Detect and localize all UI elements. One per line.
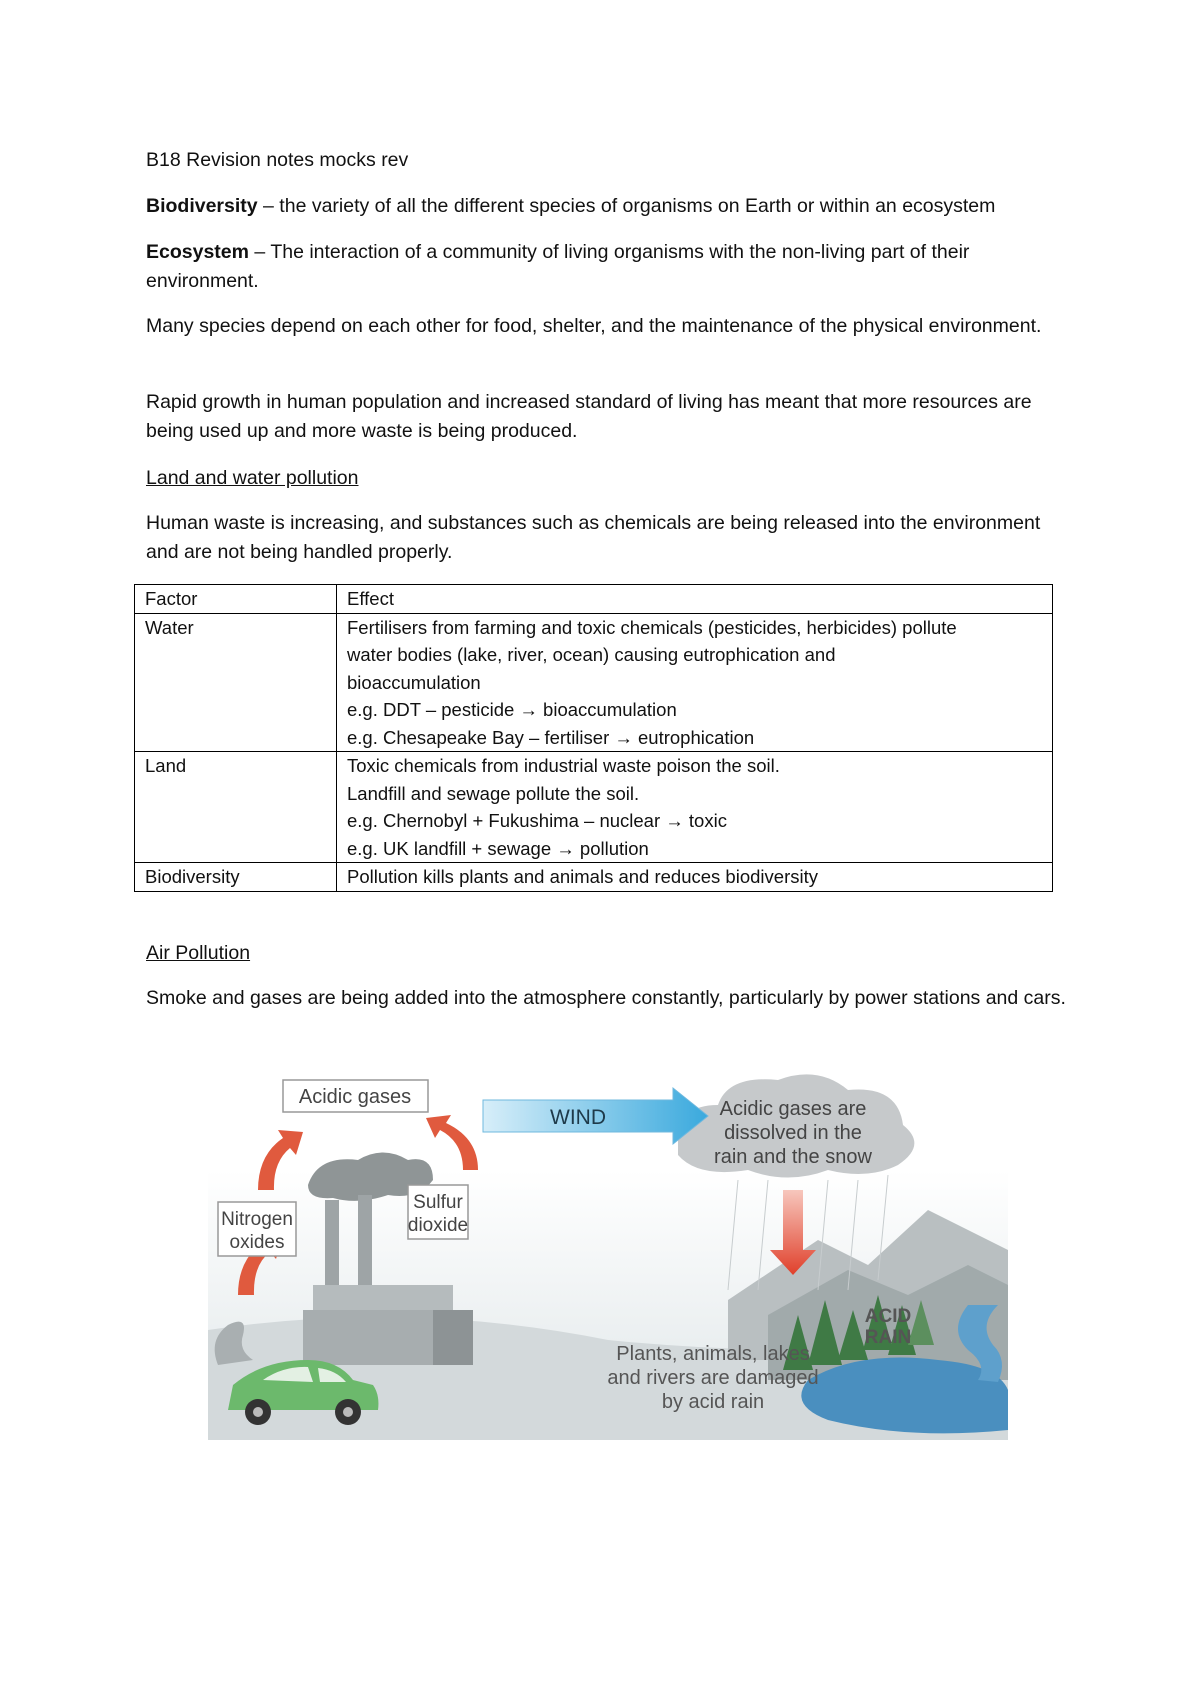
growth-paragraph: Rapid growth in human population and increased standard of living has meant that more resources are being used up and more waste is being produced. [146,391,1032,442]
sulfur-text-2: dioxide [407,1215,469,1236]
effect-line: e.g. Chesapeake Bay – fertiliser → eutrophication [347,726,755,748]
damage-text-1: Plants, animals, lakes [616,1343,810,1365]
effect-line: e.g. Chernobyl + Fukushima – nuclear → toxic [347,810,727,831]
car-hubcap [253,1407,263,1417]
document-header: B18 Revision notes mocks rev [146,149,409,171]
table-row [135,752,1053,863]
header-factor: Factor [135,585,337,614]
effect-cell [337,613,1053,752]
factory-side [433,1310,473,1365]
header-effect: Effect [337,585,1053,614]
acid-rain-text-1: ACID [864,1306,912,1327]
acid-rain-diagram [208,1060,1008,1440]
effect-line: Fertilisers from farming and toxic chemicals (pesticides, herbicides) pollute [347,616,957,638]
wind-label: WIND [550,1106,606,1129]
effect-line: e.g. DDT – pesticide → bioaccumulation [347,699,677,720]
effect-line: Pollution kills plants and animals and reduces biodiversity [347,866,818,887]
land-water-heading: Land and water pollution [146,467,359,489]
sulfur-text-1: Sulfur [413,1192,463,1213]
acid-rain-text-2: RAIN [864,1327,912,1348]
effect-line: water bodies (lake, river, ocean) causing eutrophication and [347,644,836,665]
effect-line: Toxic chemicals from industrial waste poison the soil. [347,755,780,776]
table-header-row [135,585,1053,614]
effect-line: Landfill and sewage pollute the soil. [347,782,640,804]
factor-cell: Biodiversity [135,863,337,892]
nitrogen-text-2: oxides [229,1232,285,1253]
table-row [135,613,1053,752]
nitrogen-text-1: Nitrogen [221,1209,293,1230]
cloud-text-2: dissolved in the [724,1122,862,1144]
car-hubcap [343,1407,353,1417]
factor-cell: Land [135,752,337,863]
cloud-text-3: rain and the snow [714,1146,872,1168]
waste-paragraph: Human waste is increasing, and substances such as chemicals are being released into the environment and are not being handled properly. [146,512,1041,563]
pollution-table [134,584,1053,892]
factor-cell: Water [135,613,337,752]
ecosystem-definition [146,238,1066,296]
cloud-text-1: Acidic gases are [719,1098,867,1120]
damage-text-3: by acid rain [661,1391,765,1413]
table-row [135,863,1053,892]
biodiversity-def-text: – the variety of all the different species of organisms on Earth or within an ecosystem [257,195,996,217]
species-paragraph: Many species depend on each other for food, shelter, and the maintenance of the physical environment. [146,315,1042,337]
up-arrow-right [426,1115,478,1170]
effect-cell [337,863,1053,892]
damage-text-2: and rivers are damaged [607,1367,819,1389]
effect-cell [337,752,1053,863]
air-pollution-heading: Air Pollution [146,942,251,964]
biodiversity-term: Biodiversity [146,195,258,217]
acidic-gases-label: Acidic gases [298,1086,412,1108]
effect-line: bioaccumulation [347,671,481,693]
biodiversity-definition [146,192,1066,221]
smoke-paragraph: Smoke and gases are being added into the atmosphere constantly, particularly by power stations and cars. [146,987,1066,1009]
ecosystem-term: Ecosystem [146,241,249,263]
effect-line: e.g. UK landfill + sewage → pollution [347,837,649,859]
ecosystem-def-text: – The interaction of a community of living organisms with the non-living part of their environment. [146,241,970,292]
